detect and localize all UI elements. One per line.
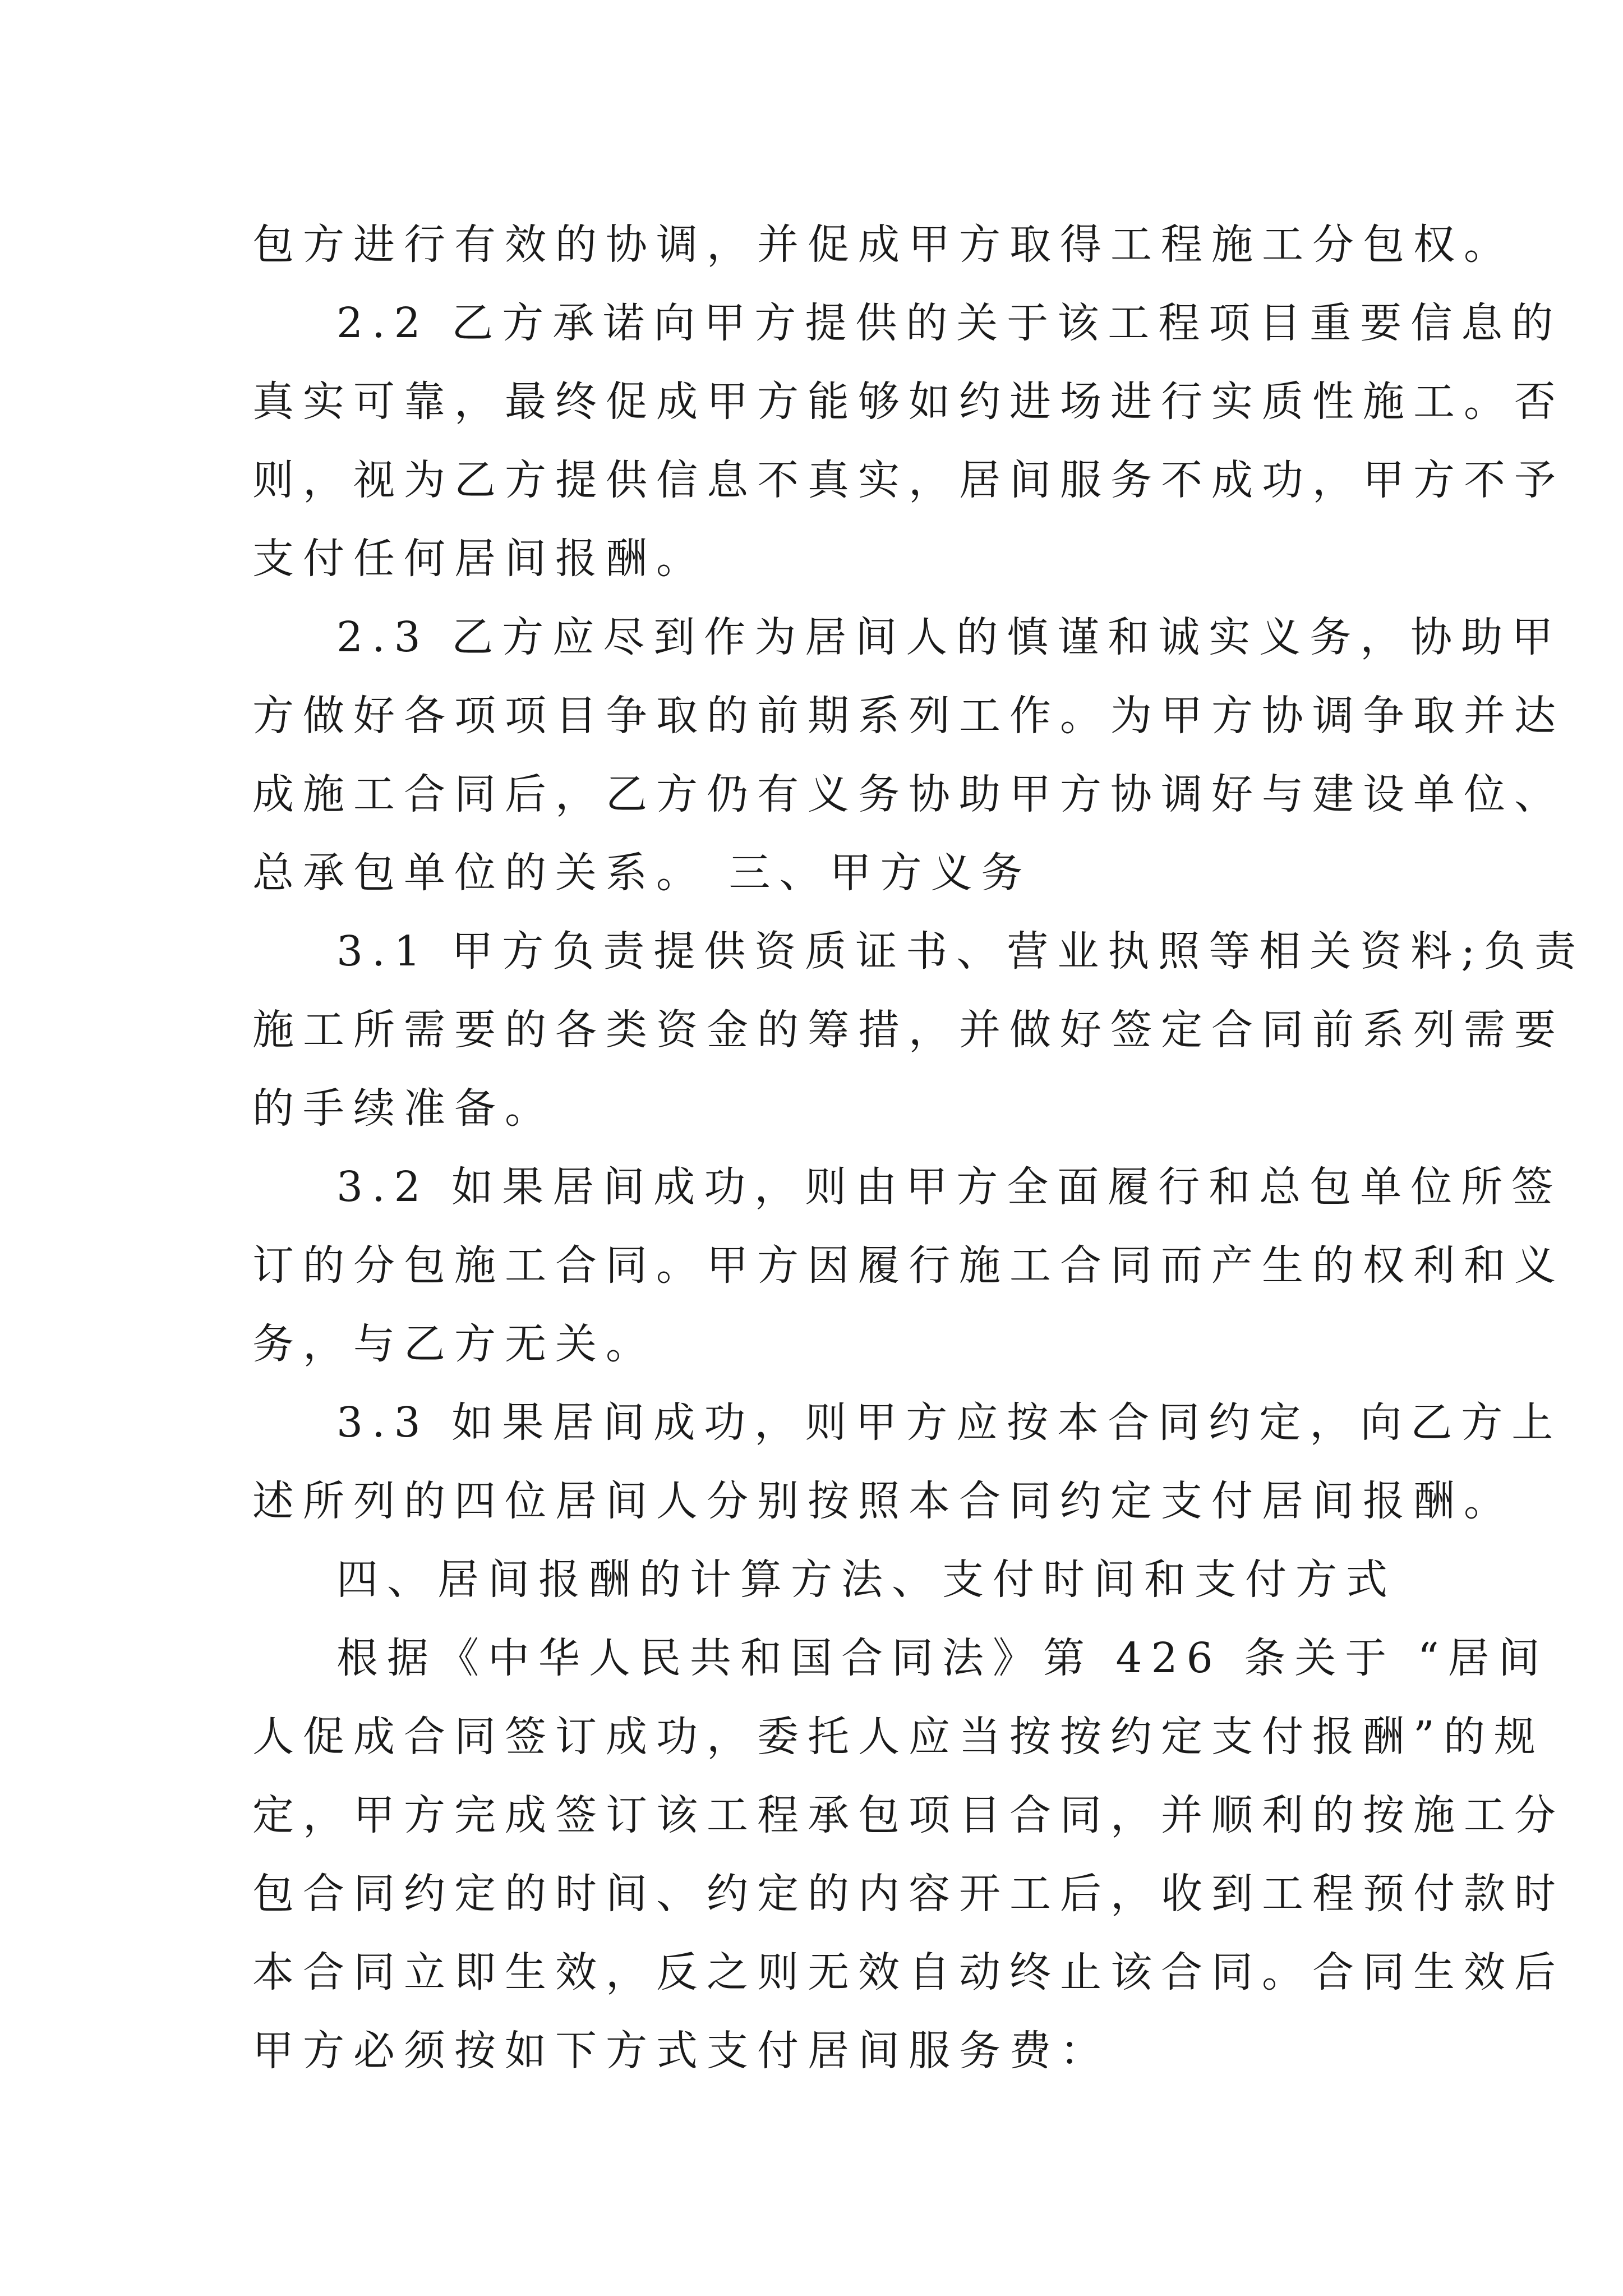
text-line: 成施工合同后，乙方仍有义务协助甲方协调好与建设单位、 (252, 770, 1565, 818)
text-line: 包方进行有效的协调，并促成甲方取得工程施工分包权。 (252, 220, 1514, 269)
text-line: 本合同立即生效，反之则无效自动终止该合同。合同生效后 (252, 1948, 1565, 1996)
text-line: 人促成合同签订成功，委托人应当按按约定支付报酬”的规 (252, 1713, 1544, 1761)
text-line: 施工所需要的各类资金的筹措，并做好签定合同前系列需要 (252, 1006, 1565, 1054)
text-line: 2.2 乙方承诺向甲方提供的关于该工程项目重要信息的 (336, 299, 1562, 347)
text-line: 订的分包施工合同。甲方因履行施工合同而产生的权利和义 (252, 1241, 1565, 1290)
text-line: 的手续准备。 (252, 1084, 555, 1133)
text-line: 3.1 甲方负责提供资质证书、营业执照等相关资料;负责 (336, 927, 1585, 976)
text-line: 方做好各项项目争取的前期系列工作。为甲方协调争取并达 (252, 692, 1565, 740)
text-line: 根据《中华人民共和国合同法》第 426 条关于 “居间 (336, 1634, 1549, 1682)
text-line: 支付任何居间报酬。 (252, 535, 707, 583)
text-line: 述所列的四位居间人分别按照本合同约定支付居间报酬。 (252, 1477, 1514, 1525)
text-line: 3.2 如果居间成功，则由甲方全面履行和总包单位所签 (336, 1163, 1562, 1211)
text-line: 真实可靠，最终促成甲方能够如约进场进行实质性施工。否 (252, 378, 1565, 426)
text-line: 务，与乙方无关。 (252, 1320, 656, 1368)
text-line: 则，视为乙方提供信息不真实，居间服务不成功，甲方不予 (252, 456, 1565, 504)
section-heading: 四、居间报酬的计算方法、支付时间和支付方式 (336, 1556, 1396, 1604)
text-line: 2.3 乙方应尽到作为居间人的慎谨和诚实义务，协助甲 (336, 613, 1562, 661)
text-line: 定，甲方完成签订该工程承包项目合同，并顺利的按施工分 (252, 1791, 1565, 1839)
text-line: 甲方必须按如下方式支付居间服务费： (252, 2027, 1110, 2075)
text-line: 包合同约定的时间、约定的内容开工后，收到工程预付款时 (252, 1870, 1565, 1918)
text-line: 3.3 如果居间成功，则甲方应按本合同约定，向乙方上 (336, 1398, 1562, 1447)
text-line: 总承包单位的关系。 三、甲方义务 (252, 849, 1032, 897)
